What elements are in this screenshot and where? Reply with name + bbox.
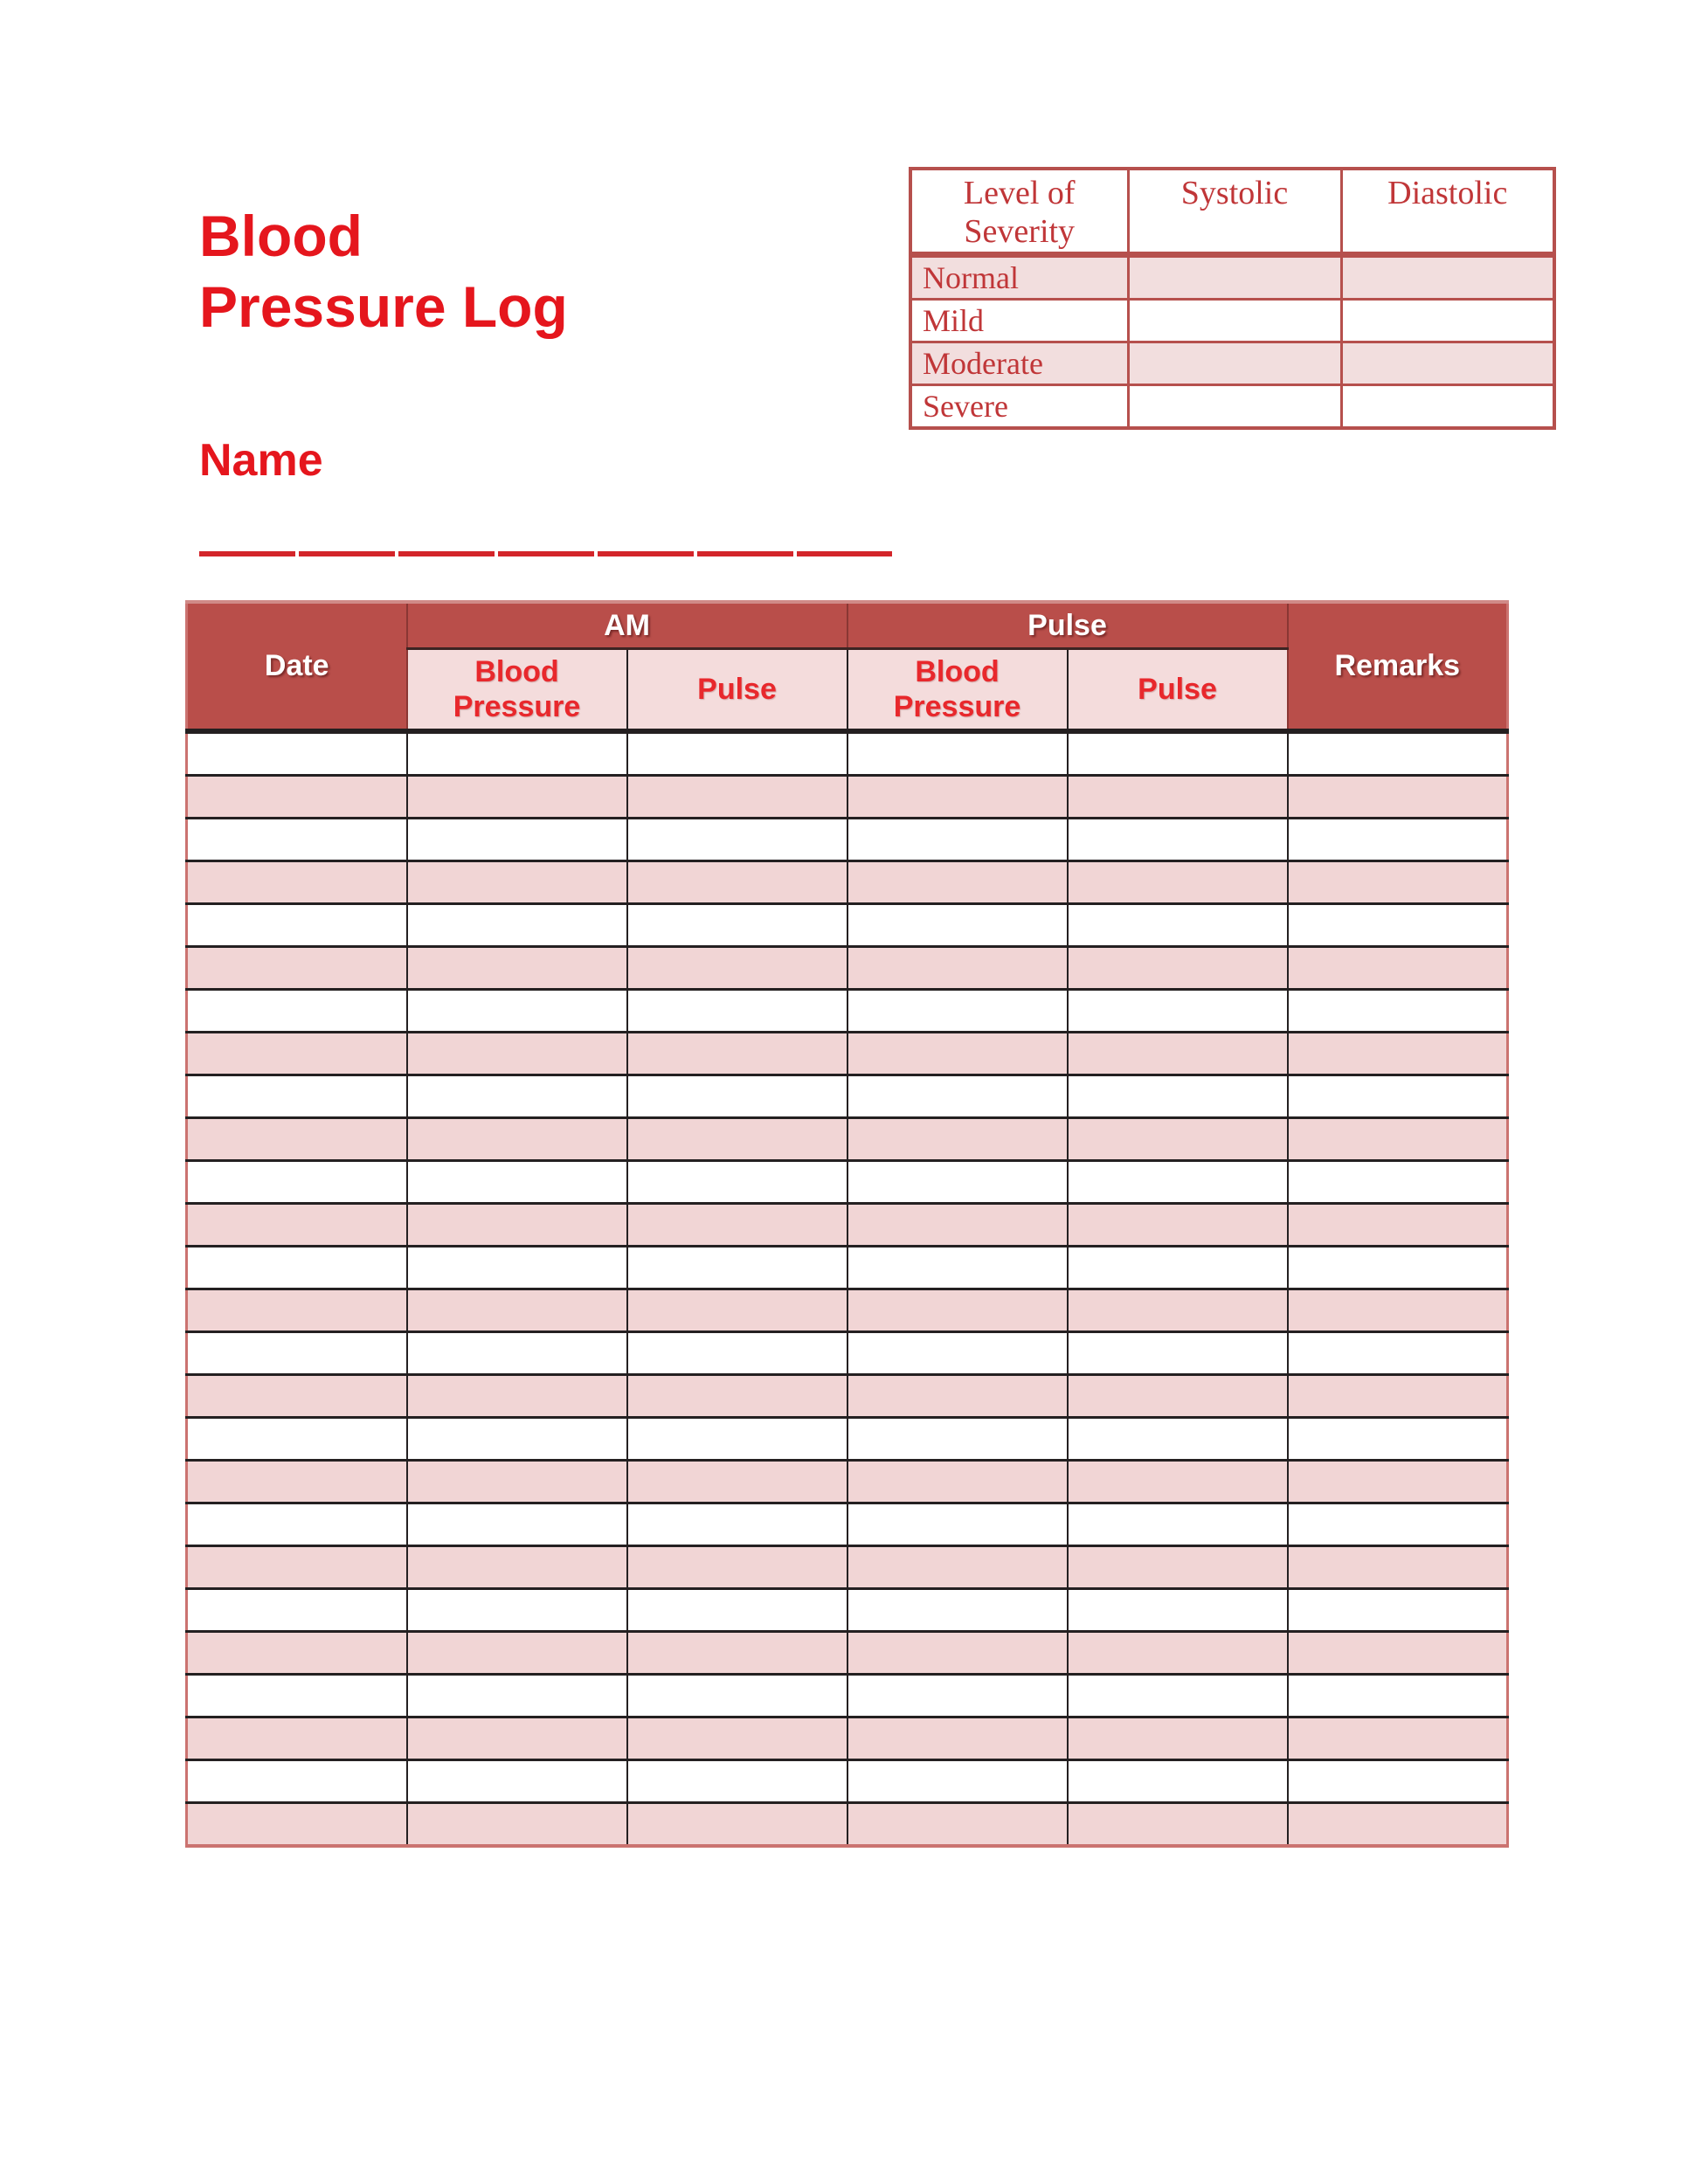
log-cell[interactable] bbox=[1068, 1632, 1288, 1675]
severity-row-normal bbox=[910, 255, 1554, 300]
log-cell[interactable] bbox=[407, 1461, 627, 1503]
log-cell[interactable] bbox=[187, 1075, 407, 1118]
log-row bbox=[187, 1204, 1508, 1247]
log-cell[interactable] bbox=[407, 819, 627, 861]
log-row bbox=[187, 861, 1508, 904]
log-cell[interactable] bbox=[627, 1418, 847, 1461]
log-row bbox=[187, 1332, 1508, 1375]
log-cell[interactable] bbox=[847, 1632, 1068, 1675]
page-title-line1: Blood bbox=[199, 204, 363, 268]
log-cell[interactable] bbox=[627, 1161, 847, 1204]
severity-systolic-cell[interactable] bbox=[1128, 255, 1341, 300]
log-cell[interactable] bbox=[1288, 776, 1508, 819]
log-cell[interactable] bbox=[407, 1546, 627, 1589]
log-cell[interactable] bbox=[847, 1247, 1068, 1289]
log-cell[interactable] bbox=[1068, 1204, 1288, 1247]
log-cell[interactable] bbox=[627, 731, 847, 776]
log-cell[interactable] bbox=[847, 776, 1068, 819]
log-cell[interactable] bbox=[1068, 947, 1288, 990]
log-row bbox=[187, 904, 1508, 947]
log-cell[interactable] bbox=[407, 1418, 627, 1461]
log-cell[interactable] bbox=[1068, 1332, 1288, 1375]
log-cell[interactable] bbox=[627, 776, 847, 819]
log-cell[interactable] bbox=[627, 1075, 847, 1118]
log-cell[interactable] bbox=[627, 1247, 847, 1289]
log-cell[interactable] bbox=[187, 1632, 407, 1675]
log-cell[interactable] bbox=[187, 1247, 407, 1289]
severity-row-severe bbox=[910, 385, 1554, 429]
log-cell[interactable] bbox=[407, 1717, 627, 1760]
severity-level-label: Normal bbox=[910, 255, 1128, 300]
page-title-line2: Pressure Log bbox=[199, 274, 568, 339]
log-subheader-pm-pulse: Pulse bbox=[1068, 649, 1288, 732]
log-cell[interactable] bbox=[1288, 1760, 1508, 1803]
log-cell[interactable] bbox=[1288, 1375, 1508, 1418]
severity-header-row bbox=[910, 169, 1554, 255]
log-cell[interactable] bbox=[1288, 1503, 1508, 1546]
log-cell[interactable] bbox=[627, 1289, 847, 1332]
log-cell[interactable] bbox=[1068, 1675, 1288, 1717]
log-cell[interactable] bbox=[187, 947, 407, 990]
log-cell[interactable] bbox=[187, 904, 407, 947]
log-cell[interactable] bbox=[1288, 1033, 1508, 1075]
log-cell[interactable] bbox=[847, 1118, 1068, 1161]
log-cell[interactable] bbox=[627, 1033, 847, 1075]
log-cell[interactable] bbox=[847, 1204, 1068, 1247]
log-cell[interactable] bbox=[847, 1546, 1068, 1589]
log-cell[interactable] bbox=[847, 904, 1068, 947]
log-cell[interactable] bbox=[847, 1075, 1068, 1118]
log-cell[interactable] bbox=[407, 1289, 627, 1332]
log-cell[interactable] bbox=[187, 1717, 407, 1760]
log-cell[interactable] bbox=[187, 1332, 407, 1375]
log-subheader-am-pulse: Pulse bbox=[627, 649, 847, 732]
severity-systolic-cell[interactable] bbox=[1128, 300, 1341, 342]
log-cell[interactable] bbox=[187, 1546, 407, 1589]
log-cell[interactable] bbox=[847, 1289, 1068, 1332]
log-cell[interactable] bbox=[1068, 904, 1288, 947]
log-cell[interactable] bbox=[1068, 1589, 1288, 1632]
log-cell[interactable] bbox=[407, 1760, 627, 1803]
log-cell[interactable] bbox=[187, 1803, 407, 1847]
log-cell[interactable] bbox=[847, 1803, 1068, 1847]
log-cell[interactable] bbox=[847, 1461, 1068, 1503]
severity-systolic-cell[interactable] bbox=[1128, 385, 1341, 429]
log-cell[interactable] bbox=[1288, 990, 1508, 1033]
log-row bbox=[187, 1675, 1508, 1717]
log-row bbox=[187, 1503, 1508, 1546]
log-cell[interactable] bbox=[1288, 1717, 1508, 1760]
log-cell[interactable] bbox=[407, 1075, 627, 1118]
log-cell[interactable] bbox=[1068, 861, 1288, 904]
log-row bbox=[187, 1760, 1508, 1803]
log-cell[interactable] bbox=[187, 1289, 407, 1332]
log-cell[interactable] bbox=[1288, 1118, 1508, 1161]
log-header-remarks: Remarks bbox=[1288, 602, 1508, 731]
log-cell[interactable] bbox=[187, 1675, 407, 1717]
log-cell[interactable] bbox=[1288, 1546, 1508, 1589]
blood-pressure-log-table bbox=[185, 600, 1509, 1848]
log-cell[interactable] bbox=[1288, 1589, 1508, 1632]
severity-header-diastolic: Diastolic bbox=[1341, 169, 1554, 255]
log-cell[interactable] bbox=[187, 1760, 407, 1803]
log-cell[interactable] bbox=[1068, 776, 1288, 819]
log-cell[interactable] bbox=[187, 819, 407, 861]
log-cell[interactable] bbox=[627, 1118, 847, 1161]
log-cell[interactable] bbox=[847, 1589, 1068, 1632]
log-cell[interactable] bbox=[627, 1632, 847, 1675]
log-cell[interactable] bbox=[847, 1418, 1068, 1461]
name-label: Name bbox=[199, 435, 323, 486]
log-cell[interactable] bbox=[1288, 1289, 1508, 1332]
severity-diastolic-cell[interactable] bbox=[1341, 300, 1554, 342]
log-row bbox=[187, 731, 1508, 776]
log-cell[interactable] bbox=[1288, 861, 1508, 904]
log-row bbox=[187, 1033, 1508, 1075]
log-cell[interactable] bbox=[627, 1546, 847, 1589]
log-cell[interactable] bbox=[187, 1589, 407, 1632]
severity-diastolic-cell[interactable] bbox=[1341, 255, 1554, 300]
log-cell[interactable] bbox=[1068, 990, 1288, 1033]
log-row bbox=[187, 947, 1508, 990]
log-cell[interactable] bbox=[627, 1675, 847, 1717]
severity-level-label: Mild bbox=[910, 300, 1128, 342]
log-cell[interactable] bbox=[1288, 731, 1508, 776]
log-cell[interactable] bbox=[847, 1503, 1068, 1546]
severity-systolic-cell[interactable] bbox=[1128, 342, 1341, 385]
log-cell[interactable] bbox=[187, 1033, 407, 1075]
severity-level-label: Severe bbox=[910, 385, 1128, 429]
log-row bbox=[187, 1289, 1508, 1332]
log-cell[interactable] bbox=[187, 1118, 407, 1161]
severity-row-moderate bbox=[910, 342, 1554, 385]
log-cell[interactable] bbox=[187, 1375, 407, 1418]
log-cell[interactable] bbox=[1068, 1289, 1288, 1332]
log-cell[interactable] bbox=[407, 1675, 627, 1717]
log-cell[interactable] bbox=[627, 1375, 847, 1418]
log-row bbox=[187, 990, 1508, 1033]
log-cell[interactable] bbox=[847, 861, 1068, 904]
severity-header-level: Level of Severity bbox=[910, 169, 1128, 255]
log-cell[interactable] bbox=[627, 1204, 847, 1247]
log-cell[interactable] bbox=[847, 1332, 1068, 1375]
log-row bbox=[187, 1161, 1508, 1204]
log-cell[interactable] bbox=[1068, 1375, 1288, 1418]
log-header-am-group: AM bbox=[407, 602, 847, 649]
log-row bbox=[187, 819, 1508, 861]
log-cell[interactable] bbox=[847, 990, 1068, 1033]
log-cell[interactable] bbox=[407, 1161, 627, 1204]
log-row bbox=[187, 1717, 1508, 1760]
log-subheader-pm-blood-pressure: Blood Pressure bbox=[847, 649, 1068, 732]
log-row bbox=[187, 1803, 1508, 1847]
log-cell[interactable] bbox=[1288, 1632, 1508, 1675]
log-cell[interactable] bbox=[407, 1803, 627, 1847]
log-cell[interactable] bbox=[1288, 1418, 1508, 1461]
log-cell[interactable] bbox=[847, 731, 1068, 776]
log-row bbox=[187, 1375, 1508, 1418]
log-cell[interactable] bbox=[627, 1461, 847, 1503]
log-header-group-row bbox=[187, 602, 1508, 649]
log-cell[interactable] bbox=[187, 1461, 407, 1503]
log-cell[interactable] bbox=[1288, 1161, 1508, 1204]
log-cell[interactable] bbox=[627, 990, 847, 1033]
log-cell[interactable] bbox=[627, 904, 847, 947]
severity-diastolic-cell[interactable] bbox=[1341, 342, 1554, 385]
severity-level-label: Moderate bbox=[910, 342, 1128, 385]
severity-header-systolic: Systolic bbox=[1128, 169, 1341, 255]
log-cell[interactable] bbox=[407, 947, 627, 990]
log-cell[interactable] bbox=[627, 861, 847, 904]
log-cell[interactable] bbox=[627, 1803, 847, 1847]
log-cell[interactable] bbox=[407, 1632, 627, 1675]
log-cell[interactable] bbox=[627, 1503, 847, 1546]
log-cell[interactable] bbox=[1288, 819, 1508, 861]
log-cell[interactable] bbox=[847, 947, 1068, 990]
log-cell[interactable] bbox=[1068, 1760, 1288, 1803]
log-cell[interactable] bbox=[407, 1589, 627, 1632]
log-header-date: Date bbox=[187, 602, 407, 731]
log-cell[interactable] bbox=[847, 1760, 1068, 1803]
log-table-body bbox=[187, 731, 1508, 1846]
page-title bbox=[199, 201, 568, 342]
log-cell[interactable] bbox=[1068, 1033, 1288, 1075]
log-cell[interactable] bbox=[1068, 1161, 1288, 1204]
log-cell[interactable] bbox=[187, 1418, 407, 1461]
log-cell[interactable] bbox=[1288, 1803, 1508, 1847]
log-cell[interactable] bbox=[187, 1161, 407, 1204]
log-cell[interactable] bbox=[1068, 1803, 1288, 1847]
log-cell[interactable] bbox=[407, 990, 627, 1033]
log-cell[interactable] bbox=[407, 861, 627, 904]
log-cell[interactable] bbox=[187, 1503, 407, 1546]
log-cell[interactable] bbox=[1288, 1461, 1508, 1503]
log-cell[interactable] bbox=[1068, 1075, 1288, 1118]
log-cell[interactable] bbox=[407, 1332, 627, 1375]
log-row bbox=[187, 1632, 1508, 1675]
log-cell[interactable] bbox=[1068, 1418, 1288, 1461]
log-cell[interactable] bbox=[1068, 1546, 1288, 1589]
log-cell[interactable] bbox=[187, 776, 407, 819]
log-cell[interactable] bbox=[1068, 819, 1288, 861]
log-cell[interactable] bbox=[627, 947, 847, 990]
log-row bbox=[187, 1546, 1508, 1589]
log-row bbox=[187, 1247, 1508, 1289]
log-cell[interactable] bbox=[847, 819, 1068, 861]
severity-diastolic-cell[interactable] bbox=[1341, 385, 1554, 429]
log-cell[interactable] bbox=[627, 1717, 847, 1760]
log-cell[interactable] bbox=[407, 776, 627, 819]
log-cell[interactable] bbox=[627, 1760, 847, 1803]
log-cell[interactable] bbox=[407, 1375, 627, 1418]
log-cell[interactable] bbox=[627, 819, 847, 861]
log-cell[interactable] bbox=[1068, 1118, 1288, 1161]
log-cell[interactable] bbox=[187, 731, 407, 776]
log-row bbox=[187, 1461, 1508, 1503]
log-cell[interactable] bbox=[1068, 1461, 1288, 1503]
log-row bbox=[187, 1118, 1508, 1161]
log-cell[interactable] bbox=[187, 990, 407, 1033]
log-subheader-am-blood-pressure: Blood Pressure bbox=[407, 649, 627, 732]
log-cell[interactable] bbox=[627, 1332, 847, 1375]
log-cell[interactable] bbox=[847, 1161, 1068, 1204]
log-cell[interactable] bbox=[627, 1589, 847, 1632]
log-cell[interactable] bbox=[187, 1204, 407, 1247]
log-cell[interactable] bbox=[1288, 1204, 1508, 1247]
log-cell[interactable] bbox=[1288, 1247, 1508, 1289]
log-cell[interactable] bbox=[1288, 1075, 1508, 1118]
log-cell[interactable] bbox=[1288, 1332, 1508, 1375]
severity-table bbox=[909, 167, 1556, 430]
log-row bbox=[187, 1075, 1508, 1118]
log-cell[interactable] bbox=[407, 1247, 627, 1289]
log-cell[interactable] bbox=[1288, 947, 1508, 990]
log-row bbox=[187, 776, 1508, 819]
log-cell[interactable] bbox=[407, 1204, 627, 1247]
log-cell[interactable] bbox=[847, 1375, 1068, 1418]
log-cell[interactable] bbox=[847, 1033, 1068, 1075]
log-cell[interactable] bbox=[407, 731, 627, 776]
severity-row-mild bbox=[910, 300, 1554, 342]
log-cell[interactable] bbox=[847, 1675, 1068, 1717]
log-cell[interactable] bbox=[1288, 1675, 1508, 1717]
log-row bbox=[187, 1418, 1508, 1461]
log-cell[interactable] bbox=[187, 861, 407, 904]
name-fill-line[interactable] bbox=[199, 551, 892, 556]
log-cell[interactable] bbox=[847, 1717, 1068, 1760]
log-cell[interactable] bbox=[407, 1503, 627, 1546]
log-cell[interactable] bbox=[407, 1118, 627, 1161]
log-cell[interactable] bbox=[1068, 1247, 1288, 1289]
log-cell[interactable] bbox=[1068, 1503, 1288, 1546]
log-cell[interactable] bbox=[1068, 1717, 1288, 1760]
log-cell[interactable] bbox=[1068, 731, 1288, 776]
log-row bbox=[187, 1589, 1508, 1632]
log-cell[interactable] bbox=[407, 1033, 627, 1075]
log-cell[interactable] bbox=[1288, 904, 1508, 947]
log-cell[interactable] bbox=[407, 904, 627, 947]
log-header-pm-group: Pulse bbox=[847, 602, 1288, 649]
